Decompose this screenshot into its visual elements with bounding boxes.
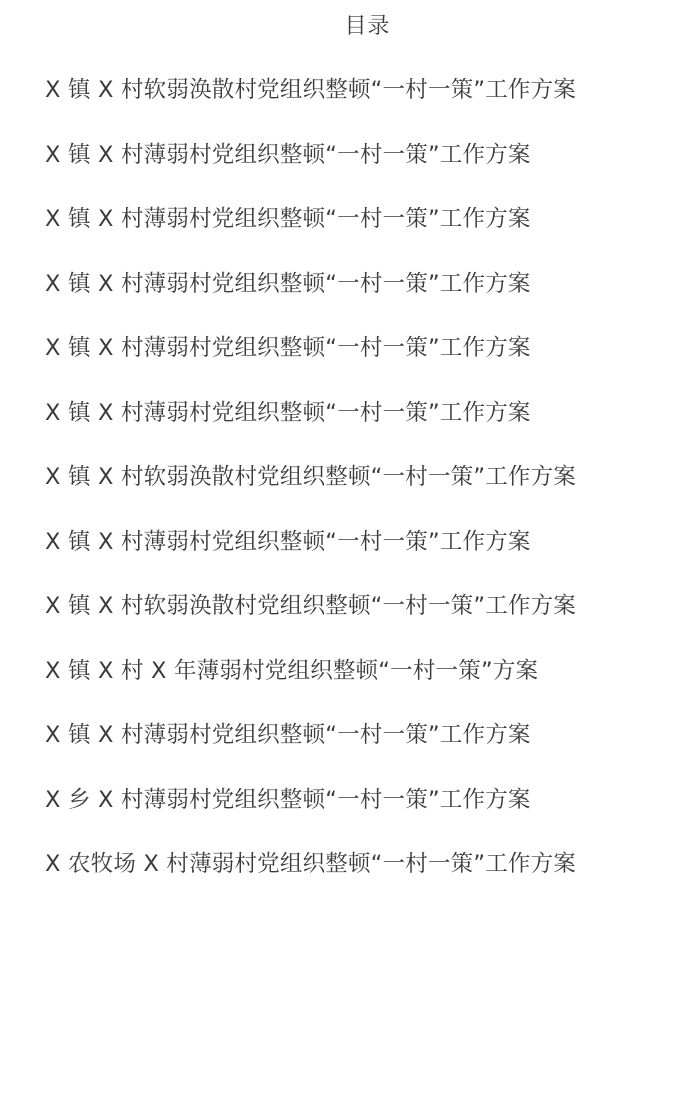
toc-list — [45, 74, 576, 913]
toc-entry[interactable]: X 镇 X 村软弱涣散村党组织整顿“一村一策”工作方案 — [45, 464, 576, 490]
toc-entry[interactable]: X 镇 X 村薄弱村党组织整顿“一村一策”工作方案 — [45, 528, 531, 555]
toc-entry[interactable]: X 农牧场 X 村薄弱村党组织整顿“一村一策”工作方案 — [45, 851, 576, 877]
toc-entry[interactable]: X 镇 X 村软弱涣散村党组织整顿“一村一策”工作方案 — [45, 77, 576, 103]
toc-entry[interactable]: X 镇 X 村薄弱村党组织整顿“一村一策”工作方案 — [45, 722, 531, 748]
toc-entry[interactable]: X 镇 X 村薄弱村党组织整顿“一村一策”工作方案 — [45, 399, 531, 426]
toc-entry[interactable]: X 乡 X 村薄弱村党组织整顿“一村一策”工作方案 — [45, 786, 531, 813]
toc-entry[interactable]: X 镇 X 村软弱涣散村党组织整顿“一村一策”工作方案 — [45, 593, 576, 619]
toc-entry[interactable]: X 镇 X 村薄弱村党组织整顿“一村一策”工作方案 — [45, 335, 531, 361]
toc-entry[interactable]: X 镇 X 村薄弱村党组织整顿“一村一策”工作方案 — [45, 270, 531, 297]
page-title: 目录 — [344, 14, 391, 39]
toc-entry[interactable]: X 镇 X 村薄弱村党组织整顿“一村一策”工作方案 — [45, 141, 531, 168]
toc-entry[interactable]: X 镇 X 村薄弱村党组织整顿“一村一策”工作方案 — [45, 206, 531, 232]
toc-entry[interactable]: X 镇 X 村 X 年薄弱村党组织整顿“一村一策”方案 — [45, 657, 539, 684]
